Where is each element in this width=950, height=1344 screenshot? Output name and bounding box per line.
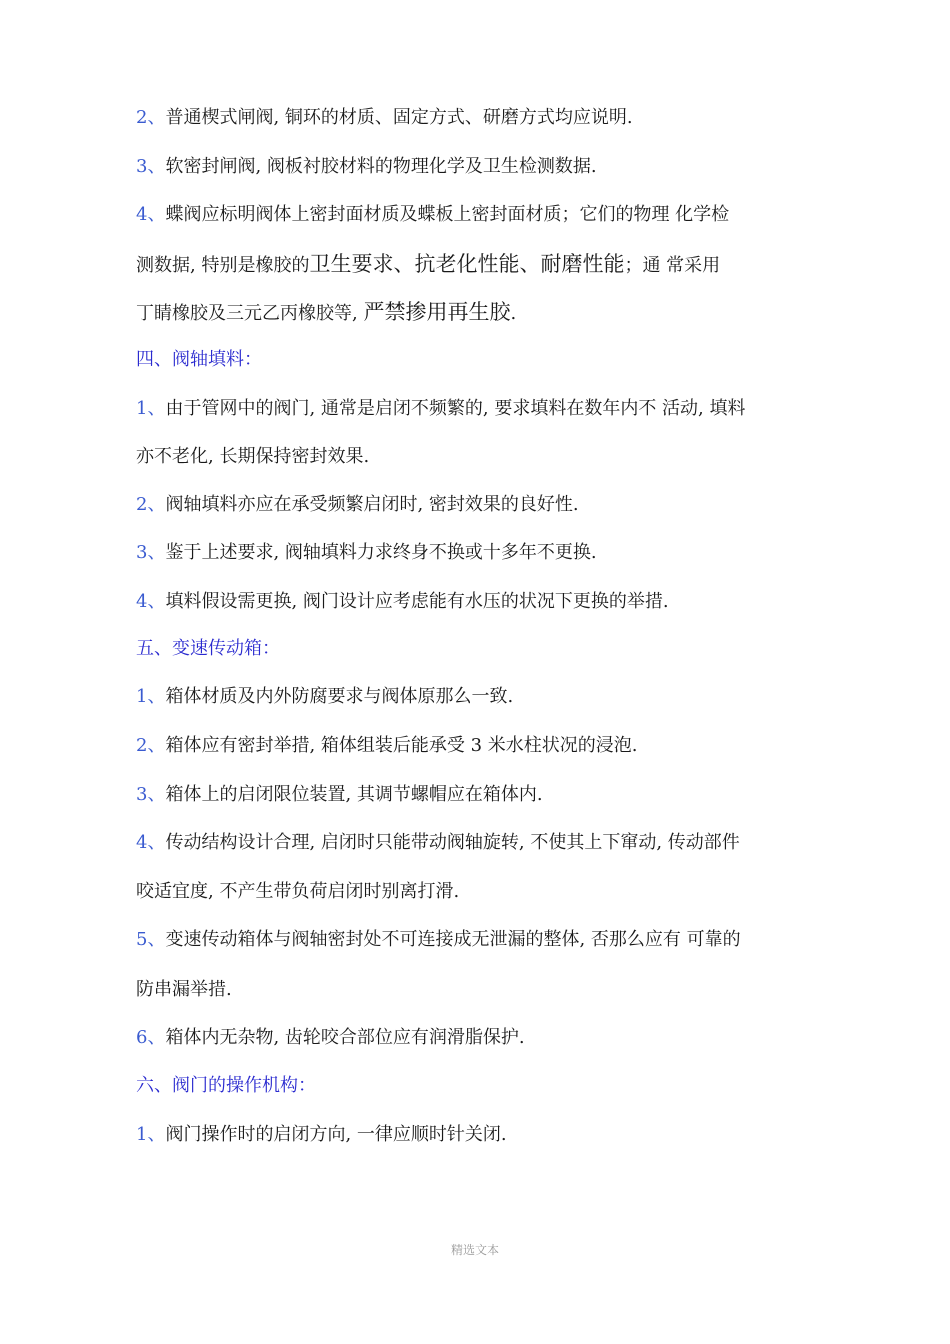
list-item: 4、填料假设需更换, 阀门设计应考虑能有水压的状况下更换的举措. [136, 591, 669, 612]
section-heading: 五、变速传动箱： [136, 638, 280, 659]
paragraph-continuation: 防串漏举措. [136, 979, 232, 1000]
list-item: 1、由于管网中的阀门, 通常是启闭不频繁的, 要求填料在数年内不 活动, 填料 [136, 398, 746, 419]
paragraph-continuation: 测数据, 特别是橡胶的卫生要求、抗老化性能、耐磨性能；通 常采用 [136, 252, 721, 276]
page-footer: 精选文本 [450, 1243, 499, 1257]
list-item: 1、箱体材质及内外防腐要求与阀体原那么一致. [136, 686, 514, 707]
paragraph-continuation: 咬适宜度, 不产生带负荷启闭时别离打滑. [136, 881, 460, 902]
paragraph-continuation: 丁睛橡胶及三元乙丙橡胶等, 严禁掺用再生胶. [136, 300, 517, 324]
list-item: 3、鉴于上述要求, 阀轴填料力求终身不换或十多年不更换. [136, 542, 597, 563]
list-item: 2、阀轴填料亦应在承受频繁启闭时, 密封效果的良好性. [136, 494, 579, 515]
list-item: 5、变速传动箱体与阀轴密封处不可连接成无泄漏的整体, 否那么应有 可靠的 [136, 929, 741, 950]
list-item: 2、普通楔式闸阀, 铜环的材质、固定方式、研磨方式均应说明. [136, 107, 633, 128]
emphasis-text: 严禁掺用再生胶 [363, 300, 511, 324]
list-item: 4、传动结构设计合理, 启闭时只能带动阀轴旋转, 不使其上下窜动, 传动部件 [136, 832, 740, 853]
section-heading: 四、阀轴填料： [136, 349, 262, 370]
list-item: 3、箱体上的启闭限位装置, 其调节螺帽应在箱体内. [136, 784, 543, 805]
list-item: 1、阀门操作时的启闭方向, 一律应顺时针关闭. [136, 1124, 507, 1145]
paragraph-continuation: 亦不老化, 长期保持密封效果. [136, 446, 370, 467]
emphasis-text: 卫生要求、抗老化性能、耐磨性能 [309, 252, 625, 276]
list-item: 3、软密封闸阀, 阀板衬胶材料的物理化学及卫生检测数据. [136, 156, 597, 177]
list-item: 2、箱体应有密封举措, 箱体组装后能承受 3 米水柱状况的浸泡. [136, 735, 638, 756]
section-heading: 六、阀门的操作机构： [136, 1075, 316, 1096]
list-item: 6、箱体内无杂物, 齿轮咬合部位应有润滑脂保护. [136, 1027, 525, 1048]
list-item: 4、蝶阀应标明阀体上密封面材质及蝶板上密封面材质；它们的物理 化学检 [136, 204, 730, 225]
